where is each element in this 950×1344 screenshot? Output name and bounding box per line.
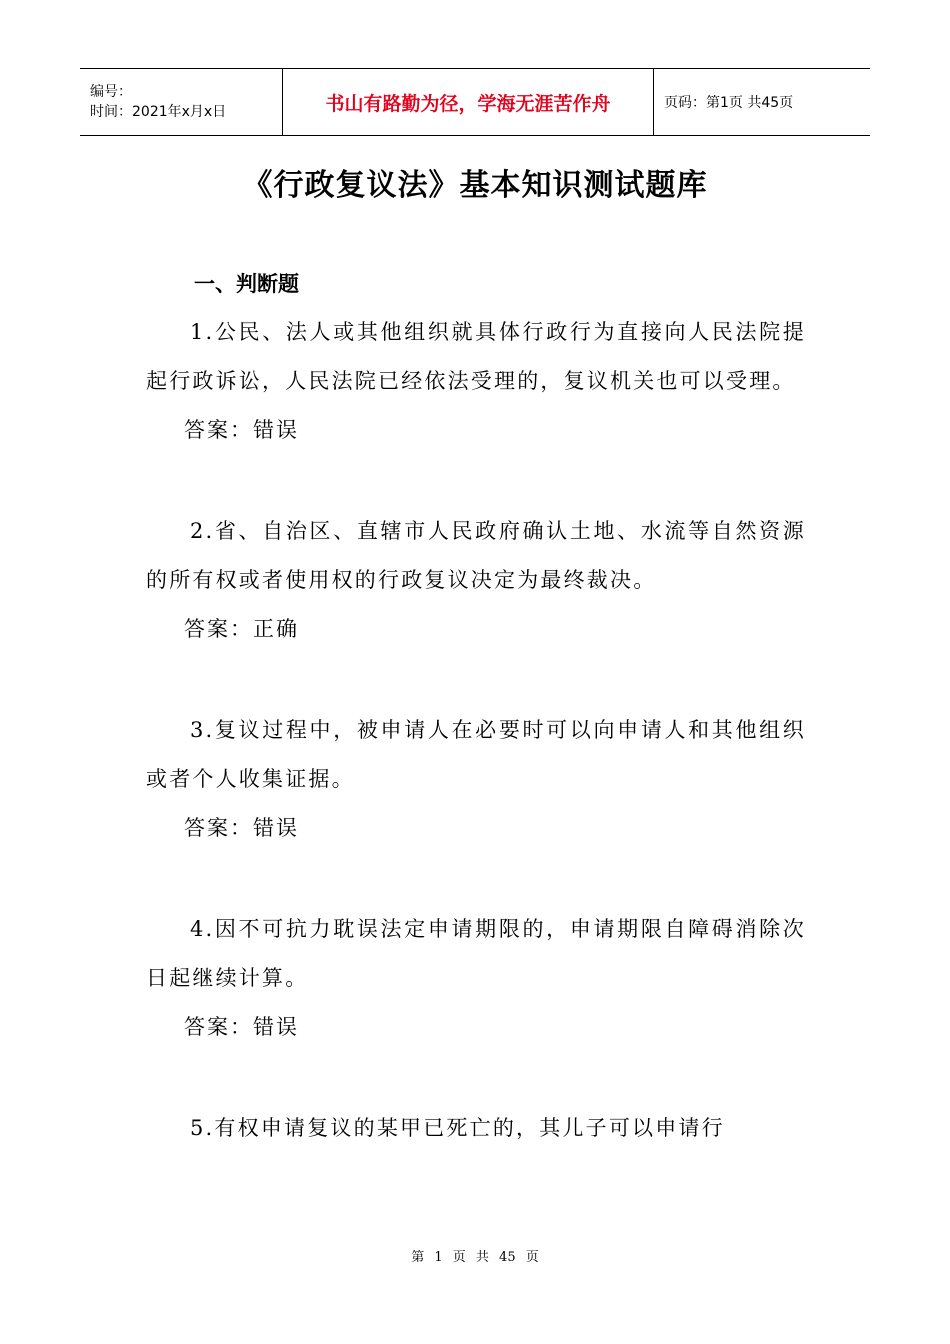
question-1: 1.公民、法人或其他组织就具体行政行为直接向人民法院提起行政诉讼，人民法院已经依法受理的，复议机关也可以受理。: [146, 320, 806, 393]
page-header: [80, 68, 870, 136]
header-number-label: 编号：: [90, 84, 132, 100]
document-body: [146, 262, 806, 1153]
answer-1: 答案：错误: [184, 418, 299, 442]
document-title: 《行政复议法》基本知识测试题库: [242, 168, 708, 203]
header-date-label: 时间：2021年x月x日: [90, 104, 227, 120]
question-5: 5.有权申请复议的某甲已死亡的，其儿子可以申请行: [190, 1116, 725, 1140]
question-3: 3.复议过程中，被申请人在必要时可以向申请人和其他组织或者个人收集证据。: [146, 718, 806, 791]
header-motto-text: 书山有路勤为径，学海无涯苦作舟: [325, 92, 611, 115]
header-meta: [80, 69, 282, 135]
answer-3: 答案：错误: [184, 816, 299, 840]
section-heading: 一、判断题: [194, 272, 299, 296]
header-page-info-text: 页码：第1页 共45页: [664, 95, 794, 111]
answer-2: 答案：正确: [184, 617, 299, 641]
answer-4: 答案：错误: [184, 1015, 299, 1039]
question-2: 2.省、自治区、直辖市人民政府确认土地、水流等自然资源的所有权或者使用权的行政复议决定为最终裁决。: [146, 519, 806, 592]
header-page-info: [654, 69, 870, 135]
page-footer: 第 1 页 共 45 页: [411, 1250, 539, 1265]
question-4: 4.因不可抗力耽误法定申请期限的，申请期限自障碍消除次日起继续计算。: [146, 917, 806, 990]
header-motto: [282, 69, 654, 135]
